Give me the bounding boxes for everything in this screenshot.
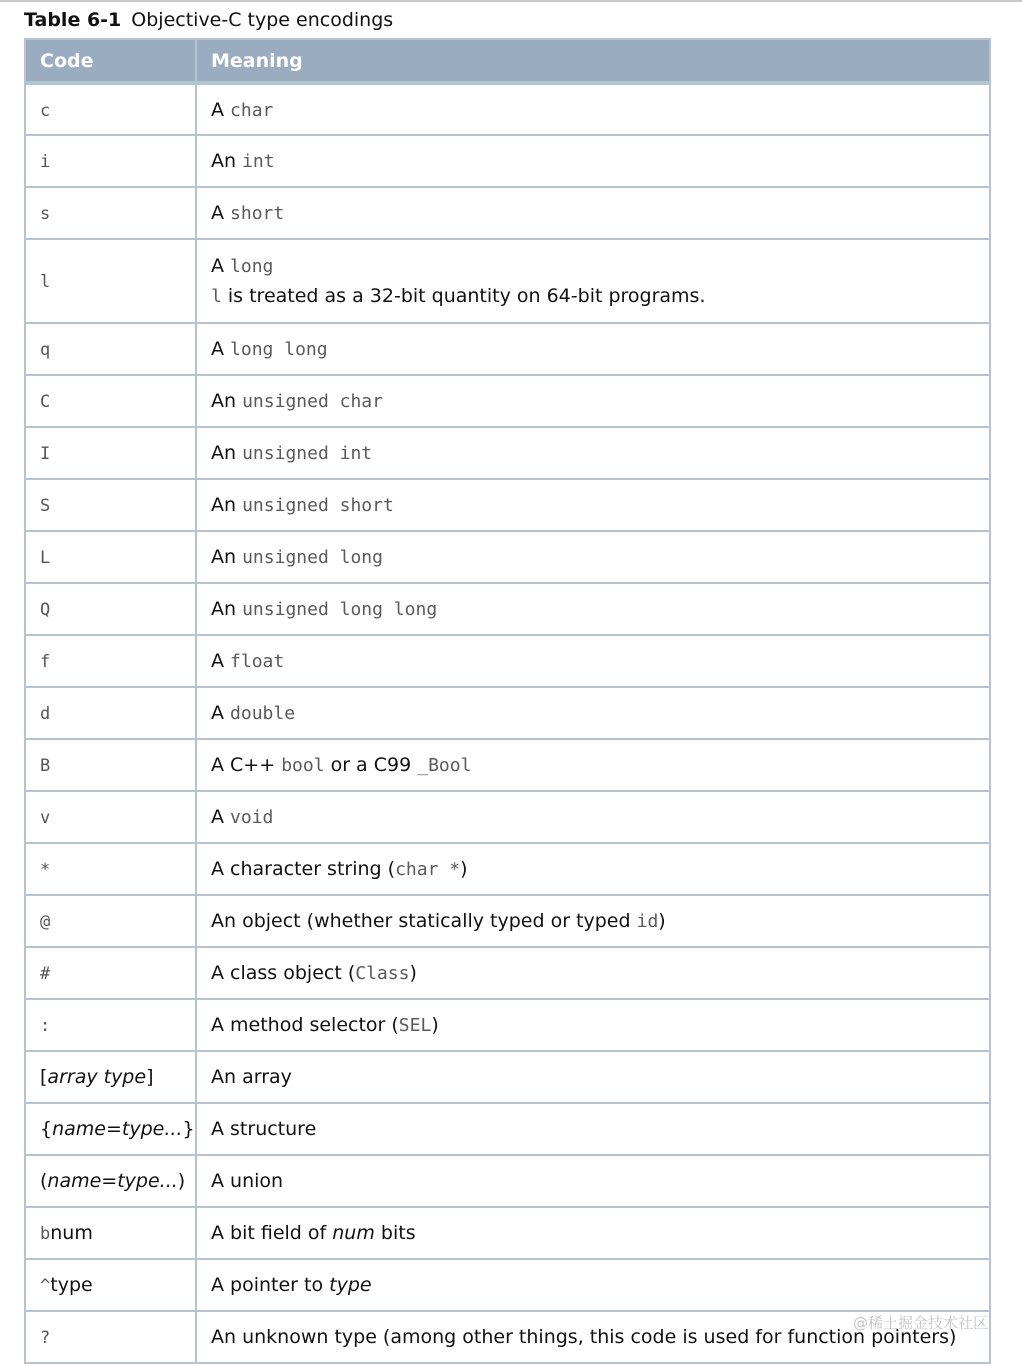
code-text: i (40, 152, 51, 172)
text-segment: An (211, 390, 243, 412)
meaning-cell (196, 843, 990, 895)
code-text: ? (40, 1328, 51, 1348)
table-row (25, 1155, 990, 1207)
text-segment: ) (177, 1170, 186, 1192)
text-segment: A (211, 255, 231, 277)
text-segment: [ (40, 1066, 48, 1088)
text-segment: void (230, 807, 274, 828)
text-segment: bits (374, 1222, 416, 1244)
header-row (25, 39, 990, 83)
text-segment: short (230, 203, 285, 224)
code-cell (25, 1051, 196, 1103)
meaning-cell (196, 1051, 990, 1103)
table-row (25, 1207, 990, 1259)
meaning-cell (196, 135, 990, 187)
code-cell (25, 427, 196, 479)
table-row (25, 583, 990, 635)
text-segment: unsigned short (242, 495, 394, 516)
code-text: B (40, 756, 51, 776)
table-row (25, 739, 990, 791)
code-text: Q (40, 600, 51, 620)
text-segment: long long (230, 339, 328, 360)
code-text: q (40, 340, 51, 360)
code-text: s (40, 204, 51, 224)
code-cell (25, 323, 196, 375)
table-row (25, 1259, 990, 1311)
code-text: @ (40, 912, 51, 932)
meaning-cell (196, 479, 990, 531)
text-segment: ) (409, 962, 417, 984)
watermark: @稀土掘金技术社区 (852, 1314, 988, 1332)
meaning-cell (196, 791, 990, 843)
code-cell (25, 739, 196, 791)
table-row (25, 999, 990, 1051)
text-segment: unsigned long (242, 547, 383, 568)
text-segment: A union (211, 1170, 284, 1192)
text-segment: An (211, 150, 243, 172)
type-encodings-table (24, 38, 991, 1364)
meaning-cell (196, 239, 990, 323)
table-row (25, 635, 990, 687)
code-cell (25, 999, 196, 1051)
meaning-cell (196, 1155, 990, 1207)
table-row (25, 947, 990, 999)
text-segment: { (40, 1118, 53, 1140)
text-segment: or a C99 (324, 754, 418, 776)
code-cell (25, 1155, 196, 1207)
text-segment: A character string ( (211, 858, 396, 880)
meaning-cell (196, 323, 990, 375)
code-text: C (40, 392, 51, 412)
code-text: f (40, 652, 51, 672)
text-segment: A (211, 702, 231, 724)
table-row (25, 895, 990, 947)
code-text: : (40, 1016, 51, 1036)
header-code: Code (25, 39, 196, 83)
text-segment: l (211, 286, 222, 307)
code-text: c (40, 100, 51, 121)
table-row (25, 1103, 990, 1155)
table-row (25, 479, 990, 531)
text-segment: char * (395, 859, 461, 880)
text-segment: A (211, 650, 231, 672)
meaning-cell (196, 531, 990, 583)
text-segment: A (211, 202, 231, 224)
text-segment: float (230, 651, 285, 672)
table-row (25, 843, 990, 895)
text-segment: name=type... (47, 1170, 178, 1192)
table-row (25, 791, 990, 843)
meaning-cell (196, 947, 990, 999)
code-text: S (40, 496, 51, 516)
code-text: v (40, 808, 51, 828)
text-segment: A C++ (211, 754, 282, 776)
meaning-cell (196, 739, 990, 791)
text-segment: unsigned char (242, 391, 383, 412)
caption-label: Table 6-1 (24, 9, 122, 31)
meaning-cell (196, 999, 990, 1051)
text-segment: A structure (211, 1118, 317, 1140)
code-cell (25, 947, 196, 999)
table-row (25, 687, 990, 739)
text-segment: A method selector ( (211, 1014, 399, 1036)
meaning-cell (196, 1207, 990, 1259)
text-segment: ) (431, 1014, 439, 1036)
text-segment: unsigned int (242, 443, 373, 464)
text-segment: An (211, 598, 243, 620)
table-row (25, 323, 990, 375)
code-text: I (40, 444, 51, 464)
code-cell (25, 83, 196, 135)
text-segment: long (230, 256, 274, 277)
text-segment: A pointer to (211, 1274, 330, 1296)
meaning-cell (196, 1103, 990, 1155)
text-segment: ] (146, 1066, 154, 1088)
text-segment: An array (211, 1066, 292, 1088)
code-cell (25, 843, 196, 895)
table-row (25, 375, 990, 427)
text-segment: int (242, 151, 275, 172)
table-row (25, 83, 990, 135)
code-cell (25, 635, 196, 687)
code-text: # (40, 964, 51, 984)
text-segment: ( (40, 1170, 48, 1192)
text-segment: type (50, 1274, 93, 1296)
table-row (25, 239, 990, 323)
top-rule (0, 0, 1022, 2)
code-cell (25, 375, 196, 427)
table-row (25, 427, 990, 479)
table-caption (24, 5, 393, 35)
text-segment: type (329, 1274, 372, 1296)
text-segment: A (211, 338, 231, 360)
text-segment: _Bool (417, 755, 472, 776)
text-segment: double (230, 703, 296, 724)
text-segment: ^ (40, 1276, 51, 1296)
text-segment: A class object ( (211, 962, 356, 984)
text-segment: is treated as a 32-bit quantity on 64-bit programs. (221, 285, 706, 307)
code-cell (25, 1311, 196, 1363)
meaning-cell (196, 583, 990, 635)
code-cell (25, 239, 196, 323)
text-segment: name=type... (52, 1118, 183, 1140)
text-segment: b (40, 1224, 51, 1244)
table-row (25, 1051, 990, 1103)
table-row (25, 187, 990, 239)
code-cell (25, 479, 196, 531)
code-text: d (40, 704, 51, 724)
meaning-cell (196, 375, 990, 427)
text-segment: ) (460, 858, 468, 880)
code-text: L (40, 548, 51, 568)
text-segment: A (211, 806, 231, 828)
meaning-cell (196, 83, 990, 135)
code-cell (25, 687, 196, 739)
text-segment: char (230, 99, 274, 121)
text-segment: unsigned long long (242, 599, 438, 620)
text-segment: A (211, 98, 231, 121)
code-text: * (40, 860, 51, 880)
code-cell (25, 187, 196, 239)
meaning-cell (196, 895, 990, 947)
text-segment: array type (47, 1066, 147, 1088)
header-meaning: Meaning (196, 39, 990, 83)
text-segment: } (182, 1118, 195, 1140)
caption-title: Objective-C type encodings (131, 9, 394, 31)
text-segment: An (211, 494, 243, 516)
code-cell (25, 583, 196, 635)
code-cell (25, 1259, 196, 1311)
table-row (25, 531, 990, 583)
meaning-cell (196, 427, 990, 479)
code-cell (25, 895, 196, 947)
text-segment: bool (281, 755, 325, 776)
text-segment: An unknown type (among other things, this code is used for function pointers) (211, 1326, 957, 1348)
meaning-note (211, 285, 989, 307)
text-segment: id (636, 911, 659, 932)
code-cell (25, 791, 196, 843)
meaning-cell (196, 687, 990, 739)
text-segment: num (332, 1222, 375, 1244)
code-cell (25, 1207, 196, 1259)
code-text: l (40, 272, 51, 292)
text-segment: A bit field of (211, 1222, 333, 1244)
code-cell (25, 1103, 196, 1155)
meaning-cell (196, 635, 990, 687)
meaning-cell (196, 1259, 990, 1311)
text-segment: Class (355, 963, 410, 984)
table-body (25, 83, 990, 1363)
table-row (25, 135, 990, 187)
table-row (25, 1311, 990, 1363)
code-cell (25, 531, 196, 583)
meaning-cell (196, 187, 990, 239)
text-segment: ) (658, 910, 666, 932)
text-segment: SEL (398, 1015, 432, 1036)
code-cell (25, 135, 196, 187)
text-segment: An (211, 442, 243, 464)
text-segment: An (211, 546, 243, 568)
text-segment: num (50, 1222, 93, 1244)
text-segment: An object (whether statically typed or typed (211, 910, 637, 932)
